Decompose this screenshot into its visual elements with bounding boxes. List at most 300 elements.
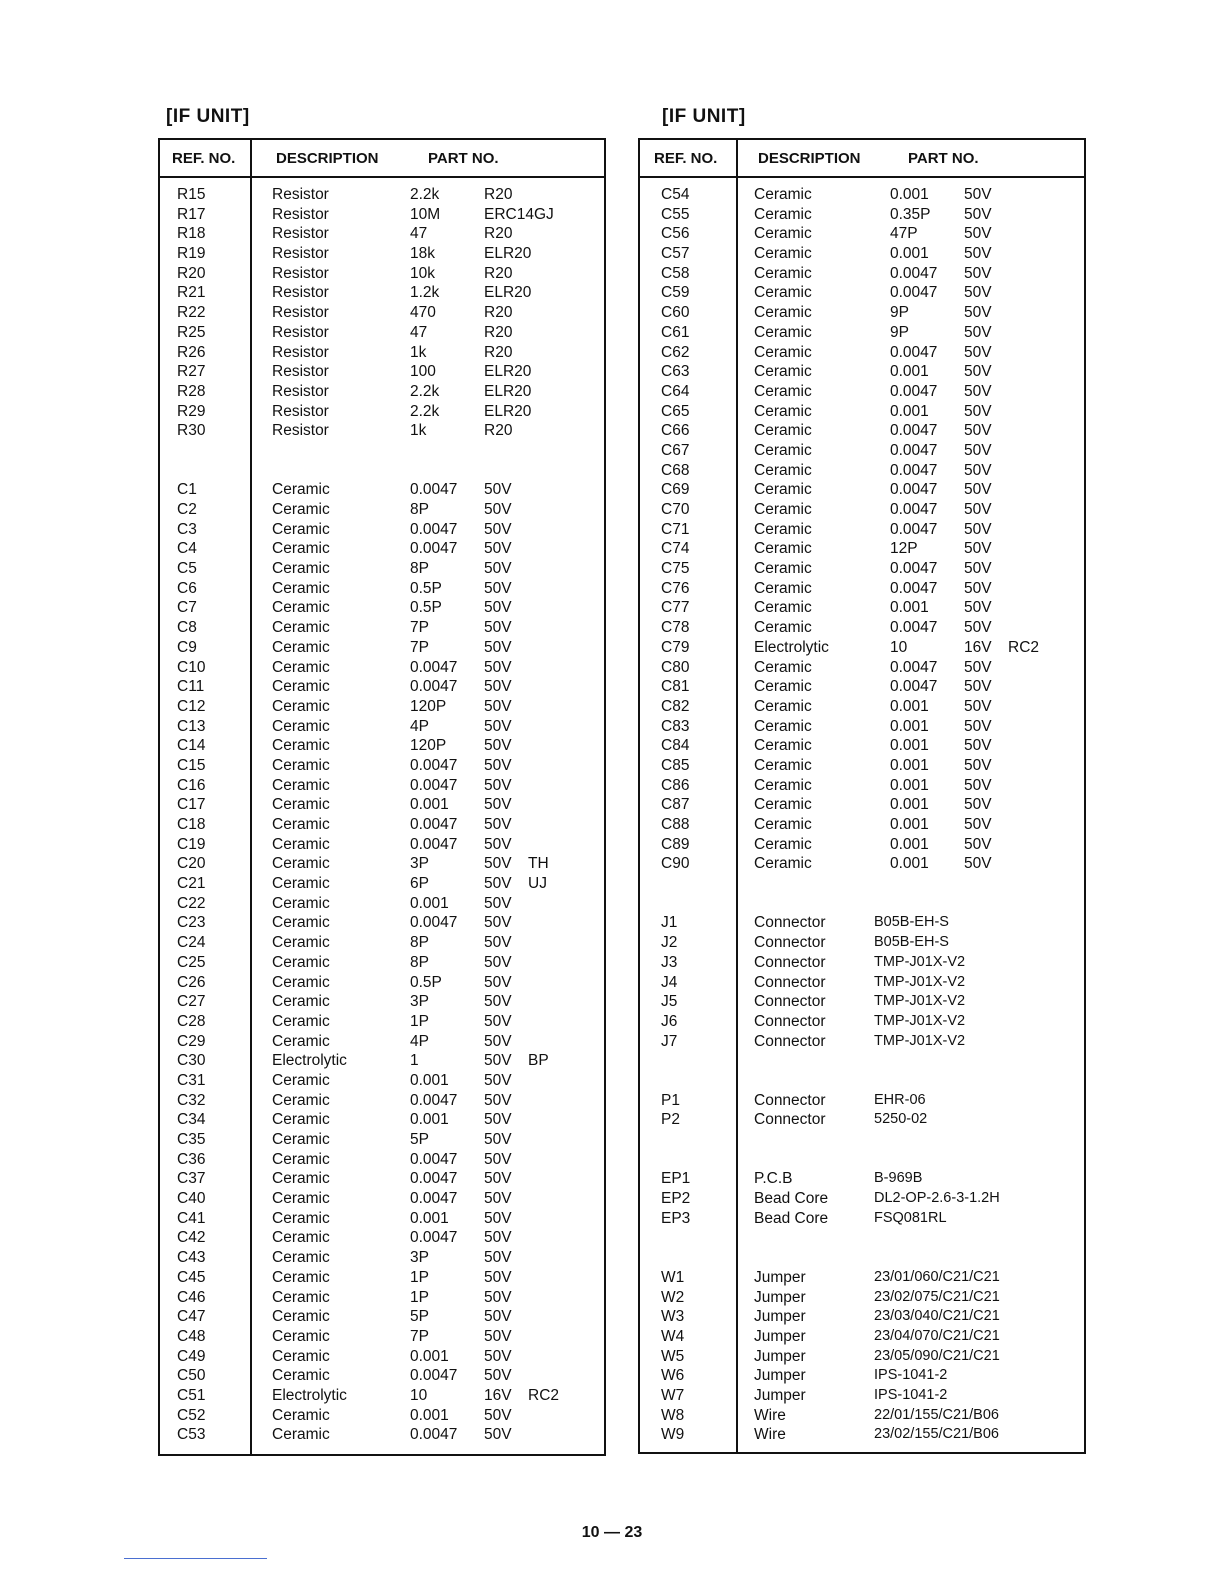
cell-val: 0.001 xyxy=(890,855,929,873)
table-row xyxy=(640,954,1084,974)
table-row xyxy=(640,1308,1084,1328)
cell-ref: C6 xyxy=(177,579,197,597)
cell-volt: 50V xyxy=(484,678,512,696)
cell-ref: C57 xyxy=(661,245,690,263)
cell-desc: Ceramic xyxy=(272,953,330,971)
table-row xyxy=(160,363,604,383)
cell-val: 0.35P xyxy=(890,205,931,223)
cell-val: 0.001 xyxy=(890,717,929,735)
cell-ref: C5 xyxy=(177,560,197,578)
table-row xyxy=(160,1013,604,1033)
cell-volt: 50V xyxy=(484,481,512,499)
cell-val: 3P xyxy=(410,1249,429,1267)
cell-desc: Resistor xyxy=(272,323,329,341)
cell-desc: Ceramic xyxy=(272,894,330,912)
cell-val: 120P xyxy=(410,697,447,715)
table-row xyxy=(640,1249,1084,1269)
cell-volt: 50V xyxy=(484,934,512,952)
cell-val: 0.0047 xyxy=(410,1367,458,1385)
cell-ref: C40 xyxy=(177,1190,206,1208)
table-row xyxy=(640,186,1084,206)
cell-ref: C16 xyxy=(177,776,206,794)
cell-ref: C3 xyxy=(177,520,197,538)
cell-ref: C88 xyxy=(661,816,690,833)
cell-ref: C37 xyxy=(177,1170,206,1188)
page-number: 10 — 23 xyxy=(581,1524,643,1541)
cell-ref: C26 xyxy=(177,973,206,991)
table-row xyxy=(640,1013,1084,1033)
cell-ref: EP2 xyxy=(661,1190,691,1208)
left-table-body xyxy=(160,186,604,1446)
cell-volt: R20 xyxy=(484,343,513,361)
cell-desc: Ceramic xyxy=(754,186,812,203)
cell-volt: 50V xyxy=(484,1308,512,1326)
cell-ref: C41 xyxy=(177,1209,206,1227)
cell-part: TMP-J01X-V2 xyxy=(874,1012,966,1029)
table-row xyxy=(640,599,1084,619)
cell-volt: R20 xyxy=(484,186,513,203)
cell-desc: Resistor xyxy=(272,422,329,440)
left-unit-title: [IF UNIT] xyxy=(166,106,250,127)
cell-val: 0.001 xyxy=(410,796,449,814)
table-row xyxy=(640,895,1084,915)
cell-desc: Ceramic xyxy=(754,481,812,499)
table-row xyxy=(160,1328,604,1348)
table-row xyxy=(640,993,1084,1013)
cell-ref: C46 xyxy=(177,1288,206,1306)
table-row xyxy=(160,383,604,403)
cell-desc: Ceramic xyxy=(272,717,330,735)
cell-desc: Ceramic xyxy=(272,1071,330,1089)
cell-ref: C48 xyxy=(177,1327,206,1345)
cell-desc: Ceramic xyxy=(754,264,812,282)
cell-ref: W5 xyxy=(661,1347,685,1365)
cell-desc: Jumper xyxy=(754,1327,806,1345)
cell-volt: R20 xyxy=(484,323,513,341)
cell-desc: Ceramic xyxy=(754,560,812,578)
cell-ref: R30 xyxy=(177,422,206,440)
cell-note: RC2 xyxy=(1008,638,1040,656)
cell-ref: EP3 xyxy=(661,1209,691,1227)
cell-volt: 50V xyxy=(964,422,992,440)
cell-desc: Ceramic xyxy=(754,678,812,696)
cell-ref: C36 xyxy=(177,1150,206,1168)
cell-volt: 50V xyxy=(484,894,512,912)
cell-volt: 16V xyxy=(484,1386,512,1404)
table-row xyxy=(640,1072,1084,1092)
cell-val: 0.0047 xyxy=(890,678,938,696)
cell-ref: C54 xyxy=(661,186,690,203)
cell-volt: 50V xyxy=(484,658,512,676)
table-row xyxy=(160,875,604,895)
cell-val: 100 xyxy=(410,363,436,381)
cell-ref: C63 xyxy=(661,363,690,381)
table-row xyxy=(160,1111,604,1131)
table-row xyxy=(640,1367,1084,1387)
cell-desc: Ceramic xyxy=(272,756,330,774)
cell-volt: 50V xyxy=(964,776,992,794)
cell-val: 0.5P xyxy=(410,599,442,617)
table-row xyxy=(640,1328,1084,1348)
cell-val: 0.0047 xyxy=(410,1150,458,1168)
cell-ref: J6 xyxy=(661,1012,678,1030)
table-row xyxy=(160,777,604,797)
cell-desc: Resistor xyxy=(272,205,329,223)
cell-val: 0.0047 xyxy=(890,422,938,440)
cell-part: 23/03/040/C21/C21 xyxy=(874,1308,1000,1325)
table-row xyxy=(160,442,604,462)
cell-desc: Ceramic xyxy=(272,1249,330,1267)
cell-ref: C58 xyxy=(661,264,690,282)
cell-desc: Resistor xyxy=(272,245,329,263)
table-row xyxy=(640,521,1084,541)
cell-val: 0.001 xyxy=(890,776,929,794)
cell-volt: ELR20 xyxy=(484,363,532,381)
cell-part: IPS-1041-2 xyxy=(874,1367,948,1384)
cell-desc: Ceramic xyxy=(272,481,330,499)
cell-desc: Ceramic xyxy=(272,619,330,637)
cell-val: 6P xyxy=(410,875,429,893)
table-row xyxy=(640,225,1084,245)
cell-volt: 50V xyxy=(964,481,992,499)
cell-ref: C62 xyxy=(661,343,690,361)
cell-part: 5250-02 xyxy=(874,1111,928,1128)
cell-note: TH xyxy=(528,855,549,873)
table-row xyxy=(160,540,604,560)
cell-ref: C59 xyxy=(661,284,690,302)
cell-volt: 50V xyxy=(484,737,512,755)
cell-desc: Ceramic xyxy=(754,225,812,243)
cell-val: 0.0047 xyxy=(410,914,458,932)
table-row xyxy=(640,836,1084,856)
cell-ref: W6 xyxy=(661,1367,685,1385)
cell-volt: 50V xyxy=(484,1091,512,1109)
cell-volt: 50V xyxy=(484,1209,512,1227)
cell-volt: 16V xyxy=(964,638,992,656)
cell-ref: EP1 xyxy=(661,1170,691,1188)
cell-desc: Ceramic xyxy=(272,1209,330,1227)
cell-desc: Ceramic xyxy=(272,1268,330,1286)
cell-volt: R20 xyxy=(484,264,513,282)
table-row xyxy=(640,737,1084,757)
cell-volt: 50V xyxy=(964,579,992,597)
cell-part: DL2-OP-2.6-3-1.2H xyxy=(874,1190,1000,1207)
cell-ref: C28 xyxy=(177,1012,206,1030)
cell-ref: C42 xyxy=(177,1229,206,1247)
table-row xyxy=(160,737,604,757)
cell-desc: Ceramic xyxy=(272,855,330,873)
cell-volt: 50V xyxy=(964,697,992,715)
cell-ref: R17 xyxy=(177,205,206,223)
cell-desc: Ceramic xyxy=(272,1327,330,1345)
right-unit-title: [IF UNIT] xyxy=(662,106,746,127)
cell-ref: C10 xyxy=(177,658,206,676)
cell-val: 0.0047 xyxy=(890,461,938,479)
cell-desc: Ceramic xyxy=(272,1426,330,1444)
table-row xyxy=(640,1289,1084,1309)
cell-val: 1 xyxy=(410,1052,419,1070)
left-table-header xyxy=(160,140,604,178)
cell-desc: Resistor xyxy=(272,402,329,420)
table-row xyxy=(160,934,604,954)
cell-val: 18k xyxy=(410,245,435,263)
cell-desc: Resistor xyxy=(272,343,329,361)
cell-val: 0.0047 xyxy=(410,540,458,558)
table-row xyxy=(160,796,604,816)
cell-desc: Ceramic xyxy=(272,540,330,558)
cell-ref: C17 xyxy=(177,796,206,814)
cell-volt: 50V xyxy=(484,638,512,656)
cell-part: 23/04/070/C21/C21 xyxy=(874,1327,1000,1344)
cell-desc: Wire xyxy=(754,1406,786,1424)
table-row xyxy=(160,1407,604,1427)
cell-ref: C61 xyxy=(661,323,690,341)
cell-volt: 50V xyxy=(964,796,992,814)
cell-val: 0.0047 xyxy=(410,1170,458,1188)
cell-ref: C22 xyxy=(177,894,206,912)
table-row xyxy=(640,914,1084,934)
cell-volt: 50V xyxy=(484,796,512,814)
cell-volt: 50V xyxy=(964,520,992,538)
cell-part: TMP-J01X-V2 xyxy=(874,1032,966,1049)
cell-desc: Ceramic xyxy=(272,914,330,932)
cell-desc: Ceramic xyxy=(754,756,812,774)
cell-desc: Ceramic xyxy=(754,461,812,479)
cell-desc: Ceramic xyxy=(272,579,330,597)
right-table-header xyxy=(640,140,1084,178)
cell-desc: Ceramic xyxy=(272,1367,330,1385)
table-row xyxy=(640,777,1084,797)
cell-desc: Connector xyxy=(754,1091,826,1109)
cell-ref: C1 xyxy=(177,481,197,499)
cell-val: 0.001 xyxy=(890,402,929,420)
cell-val: 0.0047 xyxy=(410,520,458,538)
cell-ref: W9 xyxy=(661,1426,685,1444)
table-row xyxy=(160,206,604,226)
cell-ref: C64 xyxy=(661,382,690,400)
table-row xyxy=(160,481,604,501)
cell-volt: 50V xyxy=(964,461,992,479)
table-row xyxy=(640,403,1084,423)
cell-volt: ELR20 xyxy=(484,382,532,400)
cell-desc: Ceramic xyxy=(754,343,812,361)
cell-ref: C15 xyxy=(177,756,206,774)
cell-volt: 50V xyxy=(484,756,512,774)
cell-val: 0.001 xyxy=(890,599,929,617)
cell-ref: C89 xyxy=(661,835,690,853)
cell-ref: P1 xyxy=(661,1091,680,1109)
cell-volt: 50V xyxy=(964,402,992,420)
table-row xyxy=(640,363,1084,383)
cell-part: 23/05/090/C21/C21 xyxy=(874,1347,1000,1364)
table-row xyxy=(160,225,604,245)
cell-ref: R15 xyxy=(177,186,206,203)
table-row xyxy=(160,1426,604,1446)
cell-volt: 50V xyxy=(484,1367,512,1385)
cell-volt: 50V xyxy=(964,717,992,735)
table-row xyxy=(640,816,1084,836)
cell-ref: C4 xyxy=(177,540,197,558)
cell-ref: C75 xyxy=(661,560,690,578)
table-row xyxy=(160,1289,604,1309)
table-row xyxy=(640,265,1084,285)
cell-desc: Ceramic xyxy=(754,422,812,440)
cell-volt: 50V xyxy=(484,1288,512,1306)
table-row xyxy=(640,1348,1084,1368)
cell-volt: R20 xyxy=(484,304,513,322)
table-row xyxy=(640,974,1084,994)
cell-desc: Ceramic xyxy=(754,304,812,322)
cell-desc: Ceramic xyxy=(754,658,812,676)
cell-ref: C27 xyxy=(177,993,206,1011)
cell-val: 2.2k xyxy=(410,402,440,420)
cell-part: 22/01/155/C21/B06 xyxy=(874,1406,999,1423)
cell-ref: C82 xyxy=(661,697,690,715)
cell-volt: 50V xyxy=(484,1268,512,1286)
table-row xyxy=(160,324,604,344)
cell-desc: Ceramic xyxy=(272,973,330,991)
cell-val: 0.0047 xyxy=(890,658,938,676)
cell-ref: C77 xyxy=(661,599,690,617)
table-row xyxy=(160,186,604,206)
table-row xyxy=(160,914,604,934)
table-row xyxy=(160,284,604,304)
cell-desc: Resistor xyxy=(272,304,329,322)
table-row xyxy=(160,1151,604,1171)
cell-ref: C52 xyxy=(177,1406,206,1424)
table-row xyxy=(160,816,604,836)
table-row xyxy=(640,1092,1084,1112)
cell-desc: Ceramic xyxy=(272,835,330,853)
cell-volt: 50V xyxy=(484,1150,512,1168)
cell-desc: Ceramic xyxy=(272,1190,330,1208)
cell-val: 0.0047 xyxy=(890,520,938,538)
table-row xyxy=(160,1269,604,1289)
cell-desc: Ceramic xyxy=(754,737,812,755)
cell-volt: 50V xyxy=(484,855,512,873)
cell-ref: C83 xyxy=(661,717,690,735)
table-row xyxy=(640,442,1084,462)
cell-val: 0.001 xyxy=(410,1071,449,1089)
cell-ref: R29 xyxy=(177,402,206,420)
cell-volt: R20 xyxy=(484,225,513,243)
cell-ref: C32 xyxy=(177,1091,206,1109)
cell-ref: W1 xyxy=(661,1268,685,1286)
table-row xyxy=(640,1407,1084,1427)
cell-volt: 50V xyxy=(964,304,992,322)
cell-note: UJ xyxy=(528,875,547,893)
cell-part: TMP-J01X-V2 xyxy=(874,973,966,990)
cell-desc: Ceramic xyxy=(272,638,330,656)
table-row xyxy=(160,659,604,679)
cell-val: 1k xyxy=(410,422,427,440)
cell-ref: R21 xyxy=(177,284,206,302)
cell-volt: 50V xyxy=(484,1032,512,1050)
cell-volt: 50V xyxy=(964,678,992,696)
cell-val: 0.0047 xyxy=(890,284,938,302)
cell-ref: R19 xyxy=(177,245,206,263)
cell-ref: C87 xyxy=(661,796,690,814)
cell-ref: W4 xyxy=(661,1327,685,1345)
cell-ref: C13 xyxy=(177,717,206,735)
cell-desc: Ceramic xyxy=(272,501,330,518)
cell-desc: Ceramic xyxy=(272,796,330,814)
cell-desc: Bead Core xyxy=(754,1190,829,1208)
table-row xyxy=(640,560,1084,580)
cell-volt: 50V xyxy=(964,363,992,381)
cell-val: 0.001 xyxy=(890,835,929,853)
cell-volt: 50V xyxy=(484,1190,512,1208)
cell-volt: 50V xyxy=(484,973,512,991)
cell-desc: Ceramic xyxy=(272,678,330,696)
table-row xyxy=(160,1052,604,1072)
cell-desc: Connector xyxy=(754,993,826,1011)
cell-volt: 50V xyxy=(484,1170,512,1188)
cell-volt: 50V xyxy=(484,501,512,518)
cell-volt: ERC14GJ xyxy=(484,205,554,223)
cell-val: 3P xyxy=(410,855,429,873)
cell-val: 0.0047 xyxy=(410,678,458,696)
cell-val: 0.001 xyxy=(890,796,929,814)
cell-ref: C47 xyxy=(177,1308,206,1326)
cell-ref: C55 xyxy=(661,205,690,223)
cell-part: B-969B xyxy=(874,1170,923,1187)
cell-ref: R28 xyxy=(177,382,206,400)
table-row xyxy=(160,974,604,994)
table-row xyxy=(640,1151,1084,1171)
table-row xyxy=(160,245,604,265)
cell-desc: Jumper xyxy=(754,1288,806,1306)
cell-val: 0.0047 xyxy=(890,501,938,518)
cell-desc: Connector xyxy=(754,953,826,971)
cell-desc: Ceramic xyxy=(754,717,812,735)
cell-ref: C43 xyxy=(177,1249,206,1267)
cell-val: 0.0047 xyxy=(890,619,938,637)
table-row xyxy=(160,718,604,738)
table-row xyxy=(640,462,1084,482)
table-row xyxy=(160,698,604,718)
cell-val: 0.001 xyxy=(890,737,929,755)
table-row xyxy=(160,304,604,324)
cell-ref: J2 xyxy=(661,934,678,952)
cell-volt: 50V xyxy=(964,619,992,637)
cell-ref: R26 xyxy=(177,343,206,361)
table-row xyxy=(160,422,604,442)
cell-val: 0.0047 xyxy=(890,382,938,400)
cell-val: 0.0047 xyxy=(890,441,938,459)
table-row xyxy=(640,718,1084,738)
cell-volt: 50V xyxy=(964,560,992,578)
cell-val: 10k xyxy=(410,264,435,282)
cell-desc: Ceramic xyxy=(754,697,812,715)
cell-ref: C80 xyxy=(661,658,690,676)
table-row xyxy=(160,599,604,619)
cell-desc: Ceramic xyxy=(272,1032,330,1050)
cell-val: 0.001 xyxy=(890,186,929,203)
cell-ref: C20 xyxy=(177,855,206,873)
cell-ref: C76 xyxy=(661,579,690,597)
cell-ref: C2 xyxy=(177,501,197,518)
cell-volt: 50V xyxy=(964,323,992,341)
cell-desc: Bead Core xyxy=(754,1209,829,1227)
cell-val: 0.0047 xyxy=(410,816,458,833)
cell-desc: Ceramic xyxy=(754,599,812,617)
cell-val: 0.0047 xyxy=(410,1426,458,1444)
cell-val: 10 xyxy=(890,638,908,656)
table-row xyxy=(160,1249,604,1269)
table-row xyxy=(160,993,604,1013)
cell-volt: 50V xyxy=(964,835,992,853)
